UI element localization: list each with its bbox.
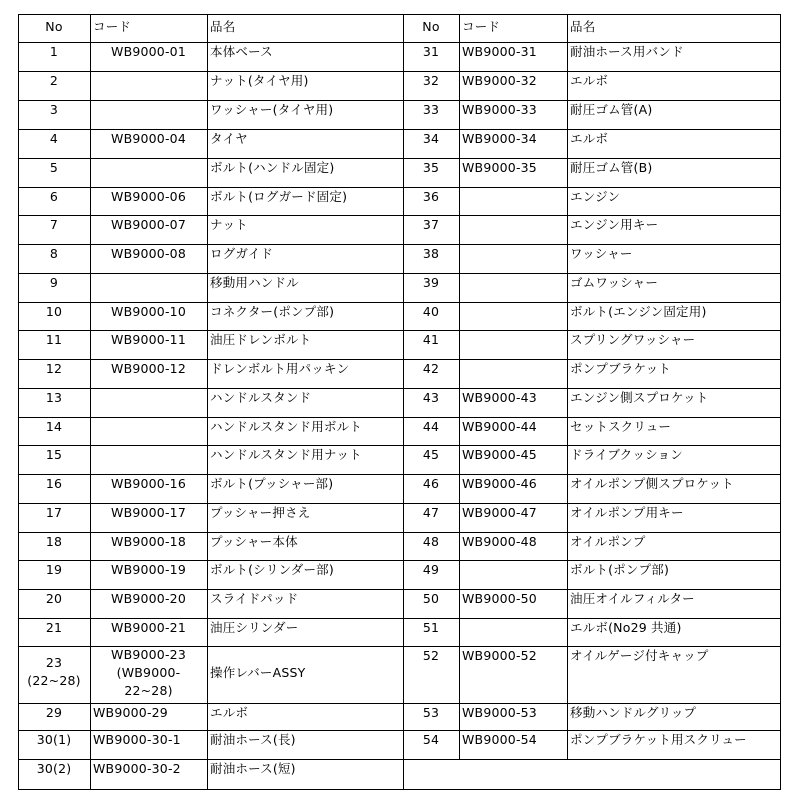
cell-name: セットスクリュー <box>570 419 672 434</box>
header-no: No <box>422 19 440 34</box>
cell-code-sub: 22~28) <box>124 683 173 698</box>
cell-code: WB9000-43 <box>462 390 537 405</box>
cell-code: WB9000-07 <box>111 217 186 232</box>
cell-name: 耐油ホース(短) <box>210 761 296 776</box>
cell-no: 5 <box>49 160 59 175</box>
cell-no: 40 <box>422 304 440 319</box>
cell-no: 6 <box>49 189 59 204</box>
cell-code: WB9000-10 <box>111 304 186 319</box>
cell-name: オイルポンプ側スプロケット <box>570 476 734 491</box>
grid-line <box>18 71 781 72</box>
cell-code: WB9000-54 <box>462 732 537 747</box>
grid-line <box>18 187 781 188</box>
cell-name: エルボ <box>210 705 249 720</box>
cell-name: プッシャー押さえ <box>210 505 311 520</box>
cell-code: WB9000-12 <box>111 361 186 376</box>
grid-line <box>459 14 460 760</box>
cell-name: ボルト(ハンドル固定) <box>210 160 335 175</box>
cell-no: 23 <box>45 655 63 670</box>
grid-line <box>18 589 781 590</box>
cell-no: 4 <box>49 131 59 146</box>
cell-code: WB9000-16 <box>111 476 186 491</box>
cell-code: WB9000-06 <box>111 189 186 204</box>
cell-no: 18 <box>45 534 63 549</box>
cell-no: 13 <box>45 390 63 405</box>
grid-line <box>18 388 781 389</box>
cell-code: WB9000-17 <box>111 505 186 520</box>
header-name: 品名 <box>570 19 596 34</box>
cell-code: WB9000-18 <box>111 534 186 549</box>
cell-no: 38 <box>422 246 440 261</box>
cell-name: ボルト(ポンプ部) <box>570 562 670 577</box>
cell-name: エンジン用キー <box>570 217 659 232</box>
cell-name: ドライブクッション <box>570 447 683 462</box>
grid-line <box>18 302 781 303</box>
cell-code: WB9000-01 <box>111 44 186 59</box>
cell-code: WB9000-52 <box>462 648 537 663</box>
cell-no: 7 <box>49 217 59 232</box>
cell-no: 37 <box>422 217 440 232</box>
grid-line <box>18 330 781 331</box>
cell-no: 54 <box>422 732 440 747</box>
cell-no: 14 <box>45 419 63 434</box>
header-code: コード <box>462 19 501 34</box>
cell-no: 44 <box>422 419 440 434</box>
cell-name: ボルト(エンジン固定用) <box>570 304 707 319</box>
cell-no: 15 <box>45 447 63 462</box>
cell-name: ハンドルスタンド <box>210 390 312 405</box>
cell-code: WB9000-46 <box>462 476 537 491</box>
cell-name: タイヤ <box>210 131 248 146</box>
grid-line <box>18 560 781 561</box>
cell-name: ポンプブラケット用スクリュー <box>570 732 747 747</box>
cell-name: エルボ(No29 共通) <box>570 620 682 635</box>
grid-line <box>18 703 781 704</box>
cell-name: ワッシャー(タイヤ用) <box>210 102 334 117</box>
grid-line <box>18 158 781 159</box>
cell-name: 耐圧ゴム管(B) <box>570 160 653 175</box>
cell-name: ゴムワッシャー <box>570 275 659 290</box>
cell-name: ログガイド <box>210 246 274 261</box>
cell-code: WB9000-45 <box>462 447 537 462</box>
cell-name: コネクター(ポンプ部) <box>210 304 335 319</box>
cell-no: 34 <box>422 131 440 146</box>
cell-code: WB9000-29 <box>93 705 168 720</box>
cell-code: WB9000-08 <box>111 246 186 261</box>
cell-no: 45 <box>422 447 440 462</box>
cell-code: WB9000-30-2 <box>93 761 181 776</box>
cell-code: WB9000-11 <box>111 332 186 347</box>
cell-name: エンジン <box>570 189 621 204</box>
cell-name: プッシャー本体 <box>210 534 298 549</box>
cell-no: 33 <box>422 102 440 117</box>
cell-no: 49 <box>422 562 440 577</box>
cell-no: 42 <box>422 361 440 376</box>
cell-no: 2 <box>49 73 59 88</box>
cell-name: エルボ <box>570 73 609 88</box>
cell-no: 29 <box>45 705 63 720</box>
cell-name: 油圧シリンダー <box>210 620 299 635</box>
cell-code: WB9000-50 <box>462 591 537 606</box>
cell-name: エンジン側スプロケット <box>570 390 709 405</box>
cell-no: 8 <box>49 246 59 261</box>
grid-line <box>18 532 781 533</box>
cell-name: 操作レバーASSY <box>210 665 306 680</box>
cell-no: 16 <box>45 476 63 491</box>
grid-line <box>18 215 781 216</box>
cell-name: ナット(タイヤ用) <box>210 73 309 88</box>
cell-name: スライドパッド <box>210 591 299 606</box>
cell-no: 3 <box>49 102 59 117</box>
cell-name: ワッシャー <box>570 246 633 261</box>
cell-no: 52 <box>422 648 440 663</box>
cell-no: 11 <box>45 332 63 347</box>
cell-no-sub: (22~28) <box>27 673 81 688</box>
cell-name: ボルト(ログガード固定) <box>210 189 348 204</box>
cell-no: 31 <box>422 44 440 59</box>
cell-code: WB9000-35 <box>462 160 537 175</box>
cell-no: 17 <box>45 505 63 520</box>
cell-code-sub: (WB9000- <box>116 665 181 680</box>
cell-code: WB9000-20 <box>111 591 186 606</box>
cell-name: オイルポンプ <box>570 534 646 549</box>
cell-no: 32 <box>422 73 440 88</box>
grid-line <box>780 14 781 790</box>
cell-no: 39 <box>422 275 440 290</box>
cell-no: 20 <box>45 591 63 606</box>
cell-code: WB9000-21 <box>111 620 186 635</box>
cell-name: 油圧ドレンボルト <box>210 332 312 347</box>
grid-line <box>567 14 568 760</box>
cell-no: 46 <box>422 476 440 491</box>
cell-name: 移動ハンドルグリップ <box>570 705 697 720</box>
grid-line <box>18 789 781 790</box>
cell-name: 耐圧ゴム管(A) <box>570 102 653 117</box>
cell-no: 36 <box>422 189 440 204</box>
grid-line <box>18 445 781 446</box>
cell-no: 53 <box>422 705 440 720</box>
grid-line <box>18 273 781 274</box>
grid-line <box>18 730 781 731</box>
cell-no: 43 <box>422 390 440 405</box>
grid-line <box>18 129 781 130</box>
grid-line <box>18 100 781 101</box>
cell-code: WB9000-04 <box>111 131 186 146</box>
cell-no: 30(1) <box>36 732 72 747</box>
cell-name: ナット <box>210 217 248 232</box>
cell-code: WB9000-33 <box>462 102 537 117</box>
cell-name: 耐油ホース用バンド <box>570 44 684 59</box>
cell-name: オイルゲージ付キャップ <box>570 648 709 663</box>
header-name: 品名 <box>210 19 236 34</box>
cell-name: ハンドルスタンド用ボルト <box>210 419 363 434</box>
cell-name: オイルポンプ用キー <box>570 505 684 520</box>
cell-name: 油圧オイルフィルター <box>570 591 695 606</box>
cell-name: ドレンボルト用パッキン <box>210 361 350 376</box>
cell-no: 51 <box>422 620 440 635</box>
grid-line <box>207 14 208 790</box>
cell-code: WB9000-47 <box>462 505 537 520</box>
cell-code: WB9000-44 <box>462 419 537 434</box>
cell-no: 12 <box>45 361 63 376</box>
cell-name: エルボ <box>570 131 609 146</box>
cell-code: WB9000-30-1 <box>93 732 181 747</box>
cell-name: 移動用ハンドル <box>210 275 299 290</box>
cell-name: ポンプブラケット <box>570 361 671 376</box>
grid-line <box>18 417 781 418</box>
cell-code: WB9000-31 <box>462 44 537 59</box>
grid-line <box>18 474 781 475</box>
cell-no: 35 <box>422 160 440 175</box>
header-no: No <box>45 19 63 34</box>
cell-code: WB9000-53 <box>462 705 537 720</box>
cell-no: 48 <box>422 534 440 549</box>
cell-name: スプリングワッシャー <box>570 332 696 347</box>
cell-code: WB9000-32 <box>462 73 537 88</box>
cell-no: 41 <box>422 332 440 347</box>
cell-name: ボルト(プッシャー部) <box>210 476 334 491</box>
cell-name: ハンドルスタンド用ナット <box>210 447 362 462</box>
cell-name: 本体ベース <box>210 44 273 59</box>
cell-code: WB9000-48 <box>462 534 537 549</box>
cell-no: 9 <box>49 275 59 290</box>
cell-no: 19 <box>45 562 63 577</box>
cell-no: 47 <box>422 505 440 520</box>
cell-no: 1 <box>49 44 59 59</box>
cell-name: ボルト(シリンダー部) <box>210 562 334 577</box>
cell-no: 50 <box>422 591 440 606</box>
cell-no: 30(2) <box>36 761 72 776</box>
cell-name: 耐油ホース(長) <box>210 732 296 747</box>
grid-line <box>18 359 781 360</box>
header-code: コード <box>93 19 132 34</box>
cell-code: WB9000-34 <box>462 131 537 146</box>
grid-line <box>18 42 781 43</box>
cell-no: 21 <box>45 620 63 635</box>
cell-code: WB9000-19 <box>111 562 186 577</box>
grid-line <box>18 14 781 15</box>
grid-line <box>18 618 781 619</box>
grid-line <box>18 503 781 504</box>
grid-line <box>18 759 781 760</box>
cell-code: WB9000-23 <box>111 647 186 662</box>
grid-line <box>18 244 781 245</box>
cell-no: 10 <box>45 304 63 319</box>
